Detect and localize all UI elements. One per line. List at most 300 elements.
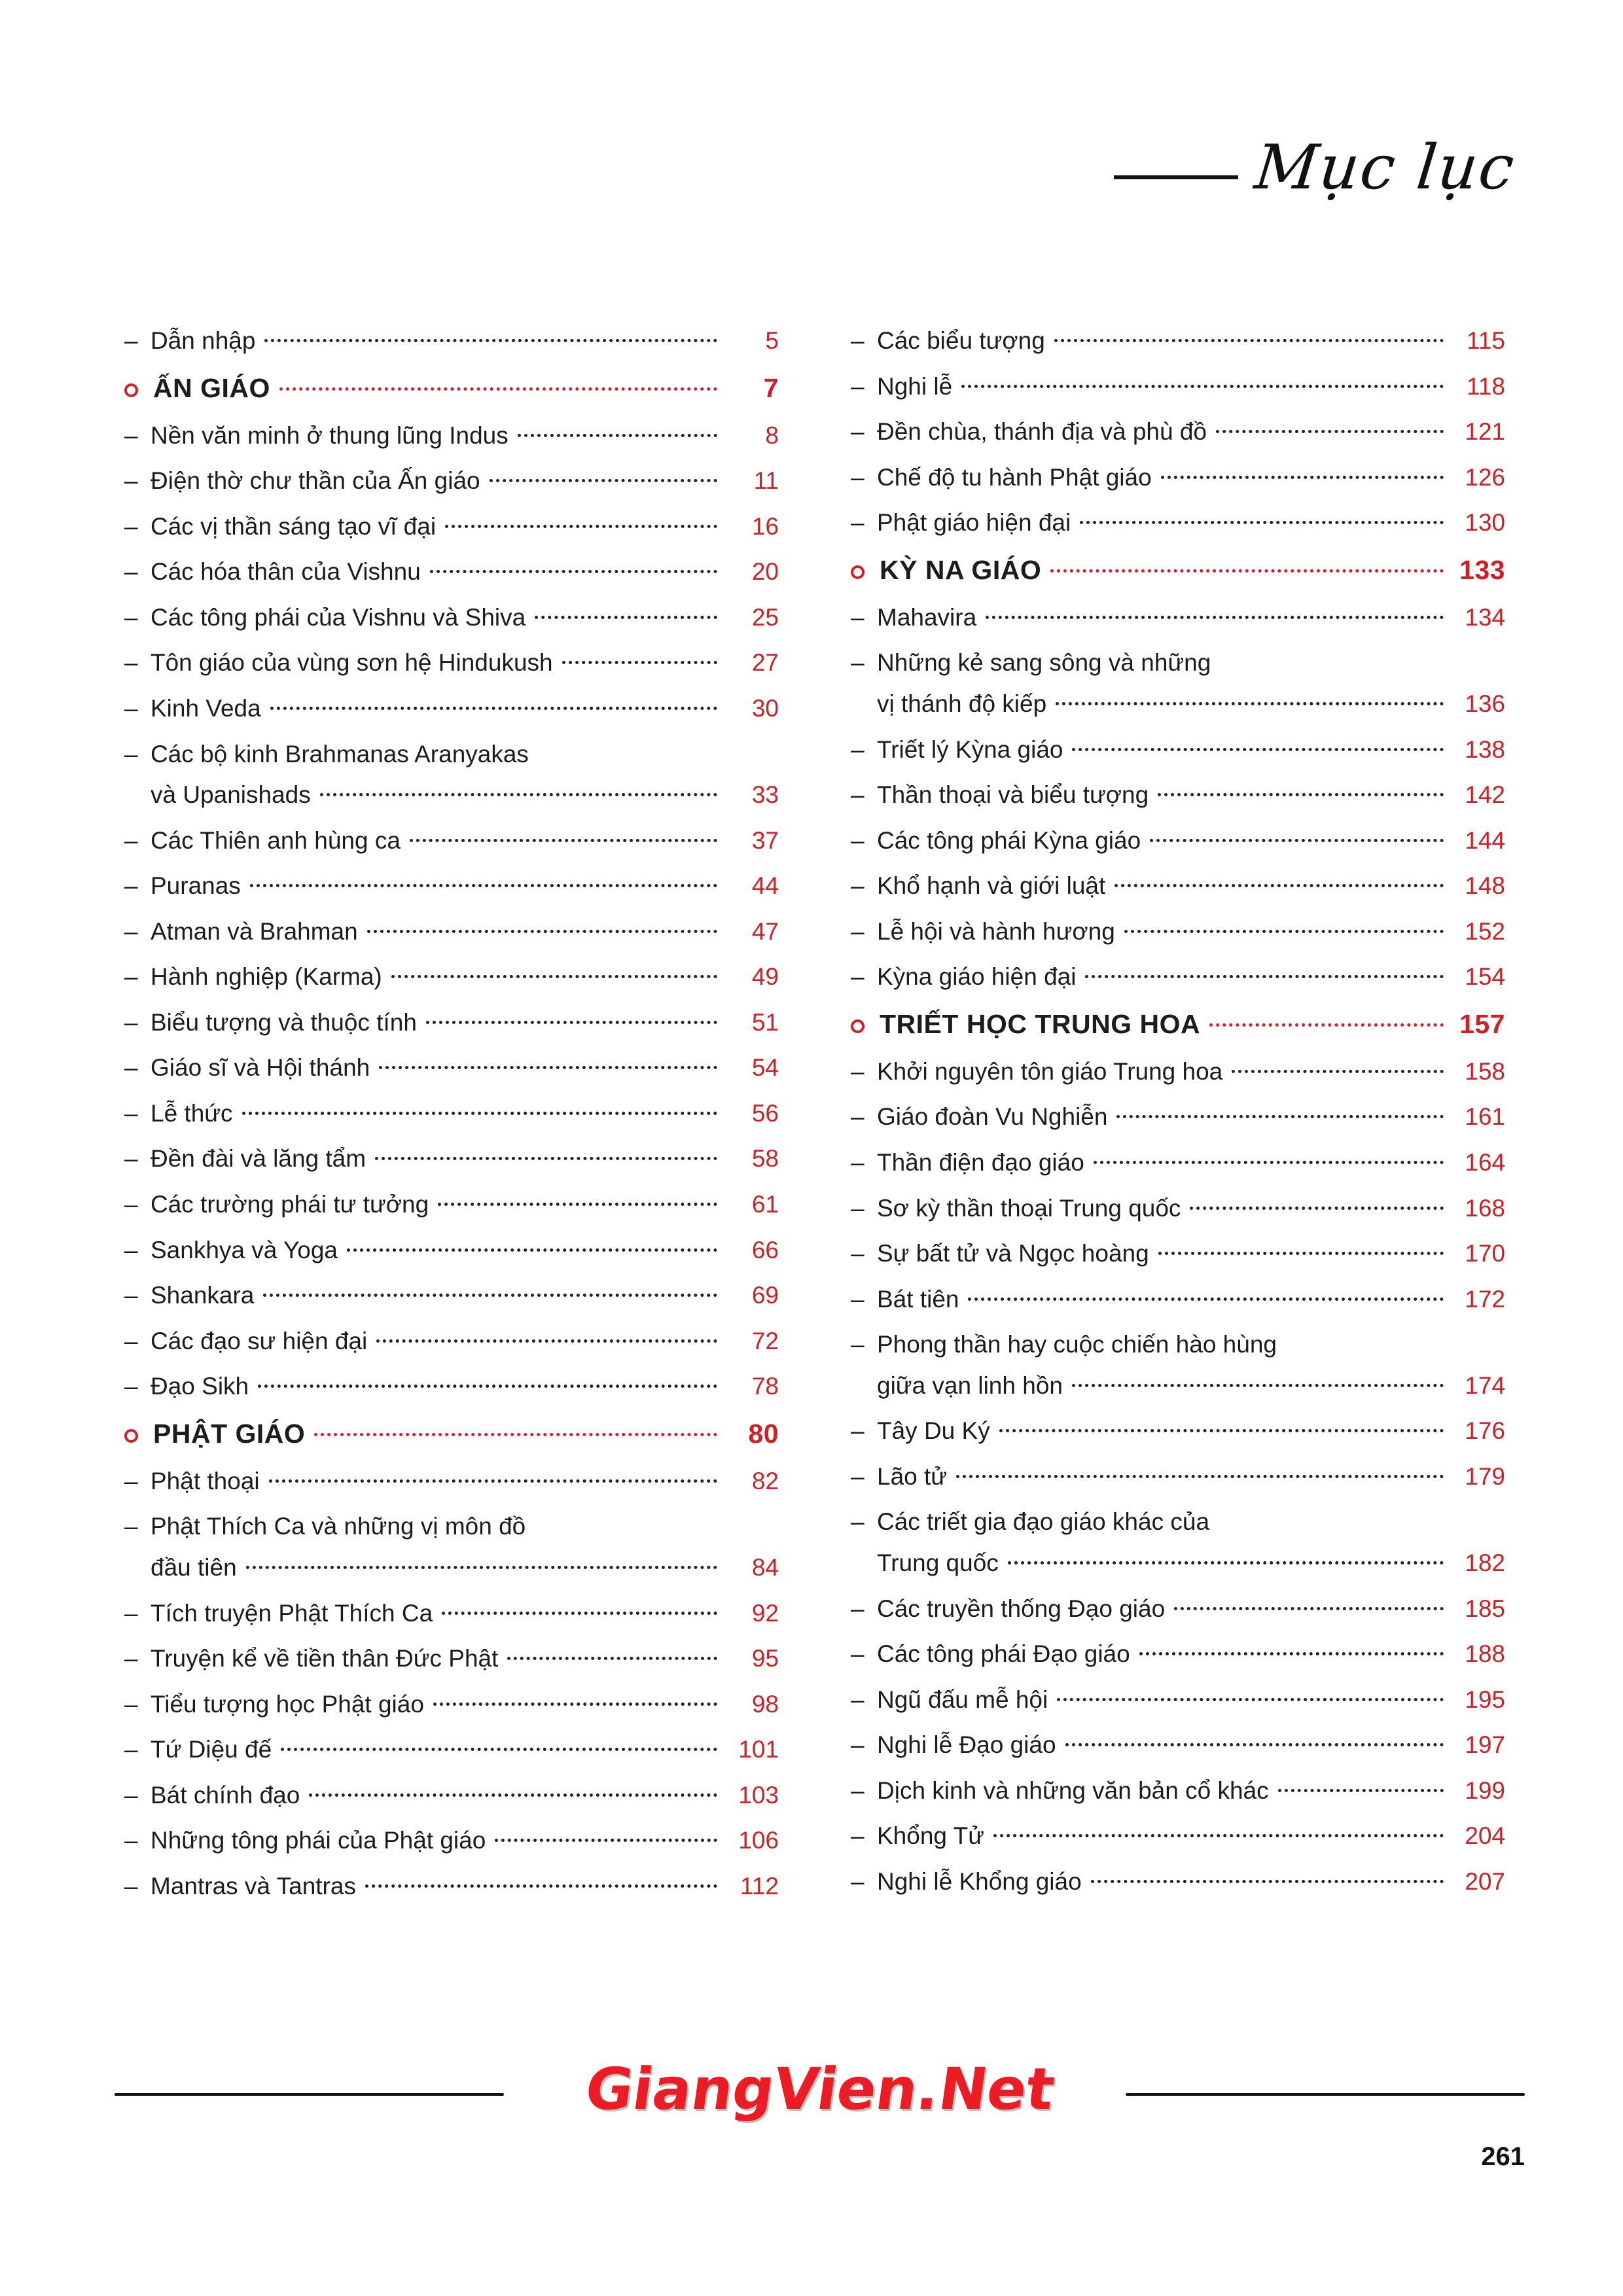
toc-entry-label: Các Thiên anh hùng ca	[151, 826, 401, 854]
toc-entry[interactable]	[124, 1736, 779, 1764]
dash-icon: –	[851, 1149, 865, 1176]
leader-dots	[495, 1839, 717, 1842]
leader-dots	[1232, 1070, 1444, 1073]
leader-dots	[1094, 1161, 1444, 1164]
toc-entry-label: Phật giáo hiện đại	[877, 509, 1071, 537]
toc-entry[interactable]	[124, 1373, 779, 1401]
toc-entry[interactable]	[124, 1513, 779, 1581]
toc-entry[interactable]	[851, 327, 1505, 355]
toc-entry[interactable]	[124, 604, 779, 632]
toc-entry-label: Những kẻ sang sông và những	[877, 649, 1211, 677]
leader-dots	[562, 661, 717, 664]
toc-entry-page: 144	[1465, 826, 1505, 854]
dash-icon: –	[124, 826, 138, 854]
toc-entry-label: Dịch kinh và những văn bản cổ khác	[877, 1776, 1269, 1804]
toc-entry-label-continued: và Upanishads	[151, 781, 311, 809]
toc-entry-page: 112	[740, 1872, 779, 1899]
toc-entry-label: Khởi nguyên tôn giáo Trung hoa	[877, 1057, 1223, 1085]
toc-entry-page: 66	[751, 1236, 779, 1263]
toc-entry[interactable]	[124, 1873, 779, 1901]
toc-entry-label: Lễ thức	[151, 1099, 233, 1127]
dash-icon: –	[851, 1595, 865, 1622]
toc-entry-page: 27	[751, 649, 779, 677]
toc-entry-label: Khổ hạnh và giới luật	[877, 872, 1106, 900]
toc-entry[interactable]	[851, 872, 1505, 900]
toc-entry-page: 207	[1465, 1867, 1505, 1895]
toc-entry-label: Đền chùa, thánh địa và phù đồ	[877, 418, 1207, 446]
toc-entry-page: 115	[1467, 327, 1505, 354]
leader-dots	[1278, 1789, 1444, 1792]
right-column	[851, 327, 1505, 1918]
toc-entry-page: 44	[751, 872, 779, 900]
toc-entry[interactable]	[851, 1463, 1505, 1491]
toc-entry[interactable]	[851, 1508, 1505, 1577]
toc-entry-page: 33	[751, 781, 779, 809]
toc-entry-page: 98	[751, 1690, 779, 1718]
dash-icon: –	[124, 467, 138, 495]
toc-entry-label: Các tông phái Kỳna giáo	[877, 826, 1141, 854]
toc-entry-page: 7	[763, 372, 779, 403]
toc-entry[interactable]	[124, 741, 779, 809]
leader-dots	[281, 1748, 717, 1751]
toc-entry-page: 47	[751, 917, 779, 945]
dash-icon: –	[851, 963, 865, 991]
toc-entry[interactable]	[124, 1827, 779, 1855]
toc-entry[interactable]	[851, 649, 1505, 718]
toc-entry-label: Truyện kể về tiền thân Đức Phật	[151, 1645, 499, 1672]
toc-entry[interactable]	[124, 1468, 779, 1496]
leader-dots	[956, 1475, 1444, 1478]
toc-entry[interactable]	[851, 827, 1505, 855]
leader-dots	[1158, 793, 1444, 796]
dash-icon: –	[124, 1099, 138, 1127]
toc-entry-label: Ngũ đấu mễ hội	[877, 1686, 1048, 1713]
toc-entry-page: 134	[1465, 603, 1505, 631]
toc-entry-label: Chế độ tu hành Phật giáo	[877, 463, 1152, 491]
toc-entry-label: Đạo Sikh	[151, 1373, 249, 1400]
toc-entry[interactable]	[851, 373, 1505, 401]
dash-icon: –	[124, 1467, 138, 1494]
leader-dots	[1209, 1023, 1444, 1027]
leader-dots	[961, 385, 1444, 388]
toc-entry[interactable]	[124, 649, 779, 677]
toc-entry[interactable]	[851, 963, 1505, 991]
toc-entry-page: 5	[765, 327, 779, 354]
toc-entry-label: Bát chính đạo	[151, 1781, 300, 1809]
dash-icon: –	[851, 603, 865, 631]
circle-bullet-icon	[851, 1019, 880, 1033]
toc-entry-label: Thần thoại và biểu tượng	[877, 781, 1149, 809]
toc-entry[interactable]	[124, 1782, 779, 1810]
toc-entry[interactable]	[851, 1331, 1505, 1400]
toc-entry-label: TRIẾT HỌC TRUNG HOA	[880, 1008, 1201, 1039]
toc-entry-label: Kinh Veda	[151, 694, 261, 722]
toc-section-entry[interactable]	[124, 1419, 779, 1449]
toc-entry-label: Các vị thần sáng tạo vĩ đại	[151, 512, 437, 540]
toc-entry-page: 118	[1467, 372, 1505, 400]
toc-entry-page: 133	[1459, 554, 1505, 585]
toc-entry-page: 84	[751, 1553, 779, 1581]
toc-entry[interactable]	[124, 1645, 779, 1673]
dash-icon: –	[124, 1373, 138, 1400]
toc-entry-label: Dẫn nhập	[151, 327, 256, 354]
toc-entry-label: Bát tiên	[877, 1285, 959, 1313]
toc-entry[interactable]	[124, 422, 779, 450]
toc-entry-label: Mahavira	[877, 603, 977, 631]
toc-entry-page: 69	[751, 1282, 779, 1309]
dash-icon: –	[851, 1822, 865, 1850]
dash-icon: –	[851, 1508, 865, 1536]
dash-icon: –	[124, 1282, 138, 1309]
dash-icon: –	[124, 872, 138, 900]
toc-entry[interactable]	[124, 1054, 779, 1082]
dash-icon: –	[851, 1776, 865, 1804]
toc-entry-label: Đền đài và lăng tẩm	[151, 1145, 366, 1173]
toc-entry-label: KỲ NA GIÁO	[880, 554, 1042, 585]
dash-icon: –	[124, 603, 138, 631]
dash-icon: –	[851, 1194, 865, 1222]
dash-icon: –	[124, 1327, 138, 1354]
toc-entry-label: Các triết gia đạo giáo khác của	[877, 1508, 1210, 1536]
toc-entry-label: Phật Thích Ca và những vị môn đồ	[151, 1513, 526, 1540]
toc-entry[interactable]	[124, 1282, 779, 1310]
dash-icon: –	[124, 1827, 138, 1854]
dash-icon: –	[124, 917, 138, 945]
header-underline	[1114, 175, 1238, 179]
toc-entry-label: Các tông phái của Vishnu và Shiva	[151, 603, 526, 631]
leader-dots	[438, 1203, 717, 1206]
left-column	[124, 327, 779, 1918]
dash-icon: –	[851, 509, 865, 537]
leader-dots	[1124, 930, 1444, 933]
leader-dots	[1054, 339, 1444, 342]
toc-entry-page: 30	[751, 694, 779, 722]
leader-dots	[391, 975, 717, 978]
toc-entry-label: Tây Du Ký	[877, 1417, 990, 1445]
toc-entry[interactable]	[124, 695, 779, 723]
toc-entry-page: 158	[1465, 1057, 1505, 1085]
footer-rule-left	[115, 2093, 504, 2096]
toc-entry[interactable]	[124, 513, 779, 541]
toc-entry-page: 56	[751, 1099, 779, 1127]
leader-dots	[309, 1793, 717, 1797]
toc-entry-label: Mantras và Tantras	[151, 1872, 356, 1899]
toc-entry-page: 204	[1465, 1822, 1505, 1850]
leader-dots	[264, 339, 717, 342]
toc-entry-page: 161	[1465, 1103, 1505, 1131]
dash-icon: –	[851, 917, 865, 945]
dash-icon: –	[124, 1054, 138, 1082]
toc-entry[interactable]	[124, 327, 779, 355]
leader-dots	[1158, 1252, 1444, 1255]
dash-icon: –	[851, 463, 865, 491]
leader-dots	[1008, 1561, 1444, 1564]
toc-entry-page: 72	[751, 1327, 779, 1354]
dash-icon: –	[851, 372, 865, 400]
toc-entry-page: 25	[751, 603, 779, 631]
toc-entry[interactable]	[851, 1103, 1505, 1131]
toc-entry[interactable]	[124, 872, 779, 900]
toc-entry[interactable]	[851, 781, 1505, 809]
toc-entry-label: Thần điện đạo giáo	[877, 1149, 1084, 1176]
dash-icon: –	[124, 1736, 138, 1763]
leader-dots	[1216, 430, 1444, 433]
toc-entry-page: 172	[1465, 1285, 1505, 1313]
toc-entry[interactable]	[851, 1868, 1505, 1896]
toc-entry[interactable]	[124, 1191, 779, 1219]
toc-entry-label: Triết lý Kỳna giáo	[877, 735, 1063, 763]
toc-section-entry[interactable]	[851, 1009, 1505, 1040]
toc-entry-page: 80	[748, 1418, 779, 1449]
toc-entry-label: Tiểu tượng học Phật giáo	[151, 1690, 424, 1718]
dash-icon: –	[851, 1731, 865, 1759]
leader-dots	[376, 1339, 717, 1343]
toc-entry-page: 121	[1465, 418, 1505, 446]
toc-entry[interactable]	[851, 1595, 1505, 1623]
toc-entry-page: 188	[1465, 1640, 1505, 1668]
toc-entry[interactable]	[851, 1240, 1505, 1268]
leader-dots	[1072, 1384, 1444, 1387]
circle-bullet-icon	[124, 383, 153, 397]
toc-entry[interactable]	[124, 1009, 779, 1037]
leader-dots	[1056, 702, 1444, 705]
leader-dots	[445, 525, 717, 528]
leader-dots	[993, 1834, 1444, 1837]
leader-dots	[490, 479, 717, 482]
dash-icon: –	[124, 1236, 138, 1263]
leader-dots	[242, 1112, 717, 1115]
toc-entry-page: 136	[1465, 690, 1505, 717]
toc-entry-label: Phật thoại	[151, 1467, 260, 1494]
dash-icon: –	[124, 1645, 138, 1672]
toc-entry-page: 157	[1459, 1008, 1505, 1039]
leader-dots	[1080, 521, 1444, 524]
toc-entry-page: 176	[1465, 1417, 1505, 1445]
toc-entry-page: 164	[1465, 1149, 1505, 1176]
leader-dots	[1085, 975, 1444, 978]
leader-dots	[1190, 1207, 1444, 1210]
toc-entry-label: Nghi lễ Khổng giáo	[877, 1867, 1082, 1895]
dash-icon: –	[851, 649, 865, 677]
toc-entry-page: 106	[738, 1827, 779, 1854]
dash-icon: –	[124, 512, 138, 540]
dash-icon: –	[851, 1057, 865, 1085]
toc-entry-label: ẤN GIÁO	[153, 372, 270, 403]
toc-entry-label: PHẬT GIÁO	[153, 1418, 306, 1449]
leader-dots	[279, 387, 717, 391]
leader-dots	[410, 839, 717, 842]
toc-entry[interactable]	[851, 1640, 1505, 1669]
dash-icon: –	[851, 1331, 865, 1358]
watermark: GiangVien.Net	[580, 2055, 1059, 2123]
leader-dots	[426, 1021, 717, 1024]
toc-entry[interactable]	[124, 467, 779, 495]
toc-entry-page: 92	[751, 1599, 779, 1627]
toc-entry-label: Biểu tượng và thuộc tính	[151, 1008, 417, 1036]
toc-section-entry[interactable]	[851, 555, 1505, 586]
dash-icon: –	[851, 872, 865, 900]
leader-dots	[365, 1884, 717, 1888]
dash-icon: –	[851, 418, 865, 446]
toc-section-entry[interactable]	[124, 373, 779, 404]
toc-entry[interactable]	[851, 1822, 1505, 1850]
toc-entry[interactable]	[124, 558, 779, 586]
leader-dots	[1150, 839, 1444, 842]
leader-dots	[258, 1385, 717, 1388]
leader-dots	[320, 793, 717, 796]
toc-entry-label: Các trường phái tư tưởng	[151, 1190, 429, 1218]
toc-entry[interactable]	[124, 1100, 779, 1128]
dash-icon: –	[124, 1781, 138, 1809]
toc-entry[interactable]	[124, 918, 779, 946]
leader-dots	[1057, 1698, 1444, 1701]
toc-entry[interactable]	[851, 1731, 1505, 1759]
toc-entry[interactable]	[124, 1691, 779, 1719]
toc-entry-label: Nghi lễ	[877, 372, 953, 400]
dash-icon: –	[124, 421, 138, 449]
leader-dots	[269, 1479, 717, 1483]
toc-columns	[124, 327, 1525, 1918]
toc-entry-page: 152	[1465, 917, 1505, 945]
toc-entry[interactable]	[851, 1286, 1505, 1314]
toc-entry-page: 78	[751, 1373, 779, 1400]
toc-entry-page: 138	[1465, 735, 1505, 763]
toc-entry-page: 20	[751, 558, 779, 586]
leader-dots	[250, 884, 717, 887]
toc-entry-label: Puranas	[151, 872, 241, 900]
toc-entry-label: Lễ hội và hành hương	[877, 917, 1115, 945]
leader-dots	[1174, 1607, 1444, 1610]
toc-entry-label: Các bộ kinh Brahmanas Aranyakas	[151, 740, 529, 768]
toc-entry-label: Tứ Diệu đế	[151, 1736, 272, 1763]
toc-entry-page: 37	[751, 826, 779, 854]
toc-entry-label: Phong thần hay cuộc chiến hào hùng	[877, 1331, 1277, 1358]
toc-entry-page: 154	[1465, 963, 1505, 991]
toc-entry[interactable]	[851, 1417, 1505, 1445]
toc-entry[interactable]	[851, 464, 1505, 492]
dash-icon: –	[124, 327, 138, 354]
toc-entry[interactable]	[851, 509, 1505, 537]
toc-entry-label: Những tông phái của Phật giáo	[151, 1827, 486, 1854]
toc-entry[interactable]	[851, 1149, 1505, 1177]
toc-entry[interactable]	[851, 1195, 1505, 1223]
leader-dots	[442, 1612, 717, 1615]
toc-entry-page: 126	[1465, 463, 1505, 491]
toc-entry-page: 8	[765, 421, 779, 449]
circle-bullet-icon	[851, 565, 880, 579]
page-header	[1114, 132, 1519, 203]
toc-entry[interactable]	[851, 1777, 1505, 1805]
dash-icon: –	[851, 781, 865, 809]
toc-entry-page: 82	[751, 1467, 779, 1494]
leader-dots	[535, 616, 717, 619]
toc-entry-label: Các truyền thống Đạo giáo	[877, 1595, 1166, 1622]
toc-entry-label: Tôn giáo của vùng sơn hệ Hindukush	[151, 649, 553, 677]
leader-dots	[1065, 1743, 1444, 1746]
toc-entry-label: Kỳna giáo hiện đại	[877, 963, 1077, 991]
toc-entry[interactable]	[851, 1686, 1505, 1714]
dash-icon: –	[851, 1285, 865, 1313]
toc-entry[interactable]	[851, 736, 1505, 764]
toc-entry-label: Giáo sĩ và Hội thánh	[151, 1054, 370, 1082]
toc-entry[interactable]	[124, 1600, 779, 1628]
toc-entry-page: 142	[1465, 781, 1505, 809]
dash-icon: –	[851, 826, 865, 854]
dash-icon: –	[124, 1872, 138, 1899]
dash-icon: –	[124, 694, 138, 722]
leader-dots	[314, 1433, 717, 1436]
toc-entry-label: Hành nghiệp (Karma)	[151, 963, 382, 991]
dash-icon: –	[124, 1190, 138, 1218]
toc-entry-label-continued: đầu tiên	[151, 1553, 237, 1581]
toc-entry-label: Sơ kỳ thần thoại Trung quốc	[877, 1194, 1181, 1222]
toc-entry-label: Nghi lễ Đạo giáo	[877, 1731, 1056, 1759]
toc-entry[interactable]	[851, 1058, 1505, 1086]
toc-entry-label: Tích truyện Phật Thích Ca	[151, 1599, 433, 1627]
toc-entry[interactable]	[124, 1328, 779, 1356]
dash-icon: –	[124, 558, 138, 586]
leader-dots	[986, 616, 1444, 619]
leader-dots	[379, 1066, 717, 1069]
toc-entry-page: 182	[1465, 1549, 1505, 1576]
dash-icon: –	[851, 1103, 865, 1131]
leader-dots	[1072, 748, 1444, 751]
dash-icon: –	[124, 1008, 138, 1036]
dash-icon: –	[124, 1690, 138, 1718]
toc-entry-page: 185	[1465, 1595, 1505, 1622]
toc-entry-label-continued: giữa vạn linh hồn	[877, 1371, 1063, 1399]
dash-icon: –	[124, 649, 138, 677]
dash-icon: –	[124, 1599, 138, 1627]
dash-icon: –	[124, 1145, 138, 1173]
leader-dots	[999, 1429, 1444, 1432]
toc-entry-label: Sankhya và Yoga	[151, 1236, 338, 1263]
leader-dots	[433, 1703, 717, 1706]
toc-entry[interactable]	[851, 918, 1505, 946]
leader-dots	[1161, 476, 1444, 479]
dash-icon: –	[851, 1417, 865, 1445]
toc-entry[interactable]	[124, 1145, 779, 1173]
dash-icon: –	[124, 740, 138, 768]
footer-rule-right	[1126, 2093, 1525, 2096]
dash-icon: –	[124, 1513, 138, 1540]
toc-entry[interactable]	[124, 827, 779, 855]
toc-entry-label: Các hóa thân của Vishnu	[151, 558, 421, 586]
toc-entry-label-continued: Trung quốc	[877, 1549, 999, 1576]
toc-entry-page: 130	[1465, 509, 1505, 537]
toc-entry[interactable]	[124, 963, 779, 991]
circle-bullet-icon	[124, 1429, 153, 1443]
toc-entry[interactable]	[124, 1237, 779, 1265]
toc-entry-page: 103	[738, 1781, 779, 1809]
toc-entry-page: 11	[753, 467, 779, 495]
toc-entry[interactable]	[851, 418, 1505, 446]
leader-dots	[270, 707, 717, 710]
toc-entry-page: 101	[738, 1736, 779, 1763]
dash-icon: –	[124, 963, 138, 991]
dash-icon: –	[851, 1240, 865, 1267]
leader-dots	[263, 1294, 717, 1297]
toc-entry-page: 170	[1465, 1240, 1505, 1267]
leader-dots	[1139, 1652, 1444, 1655]
toc-entry[interactable]	[851, 604, 1505, 632]
toc-entry-label: Điện thờ chư thần của Ấn giáo	[151, 467, 480, 495]
dash-icon: –	[851, 1686, 865, 1713]
toc-entry-label: Lão tử	[877, 1462, 948, 1490]
leader-dots	[246, 1566, 717, 1569]
toc-entry-page: 179	[1465, 1462, 1505, 1490]
page-footer	[115, 2055, 1525, 2198]
